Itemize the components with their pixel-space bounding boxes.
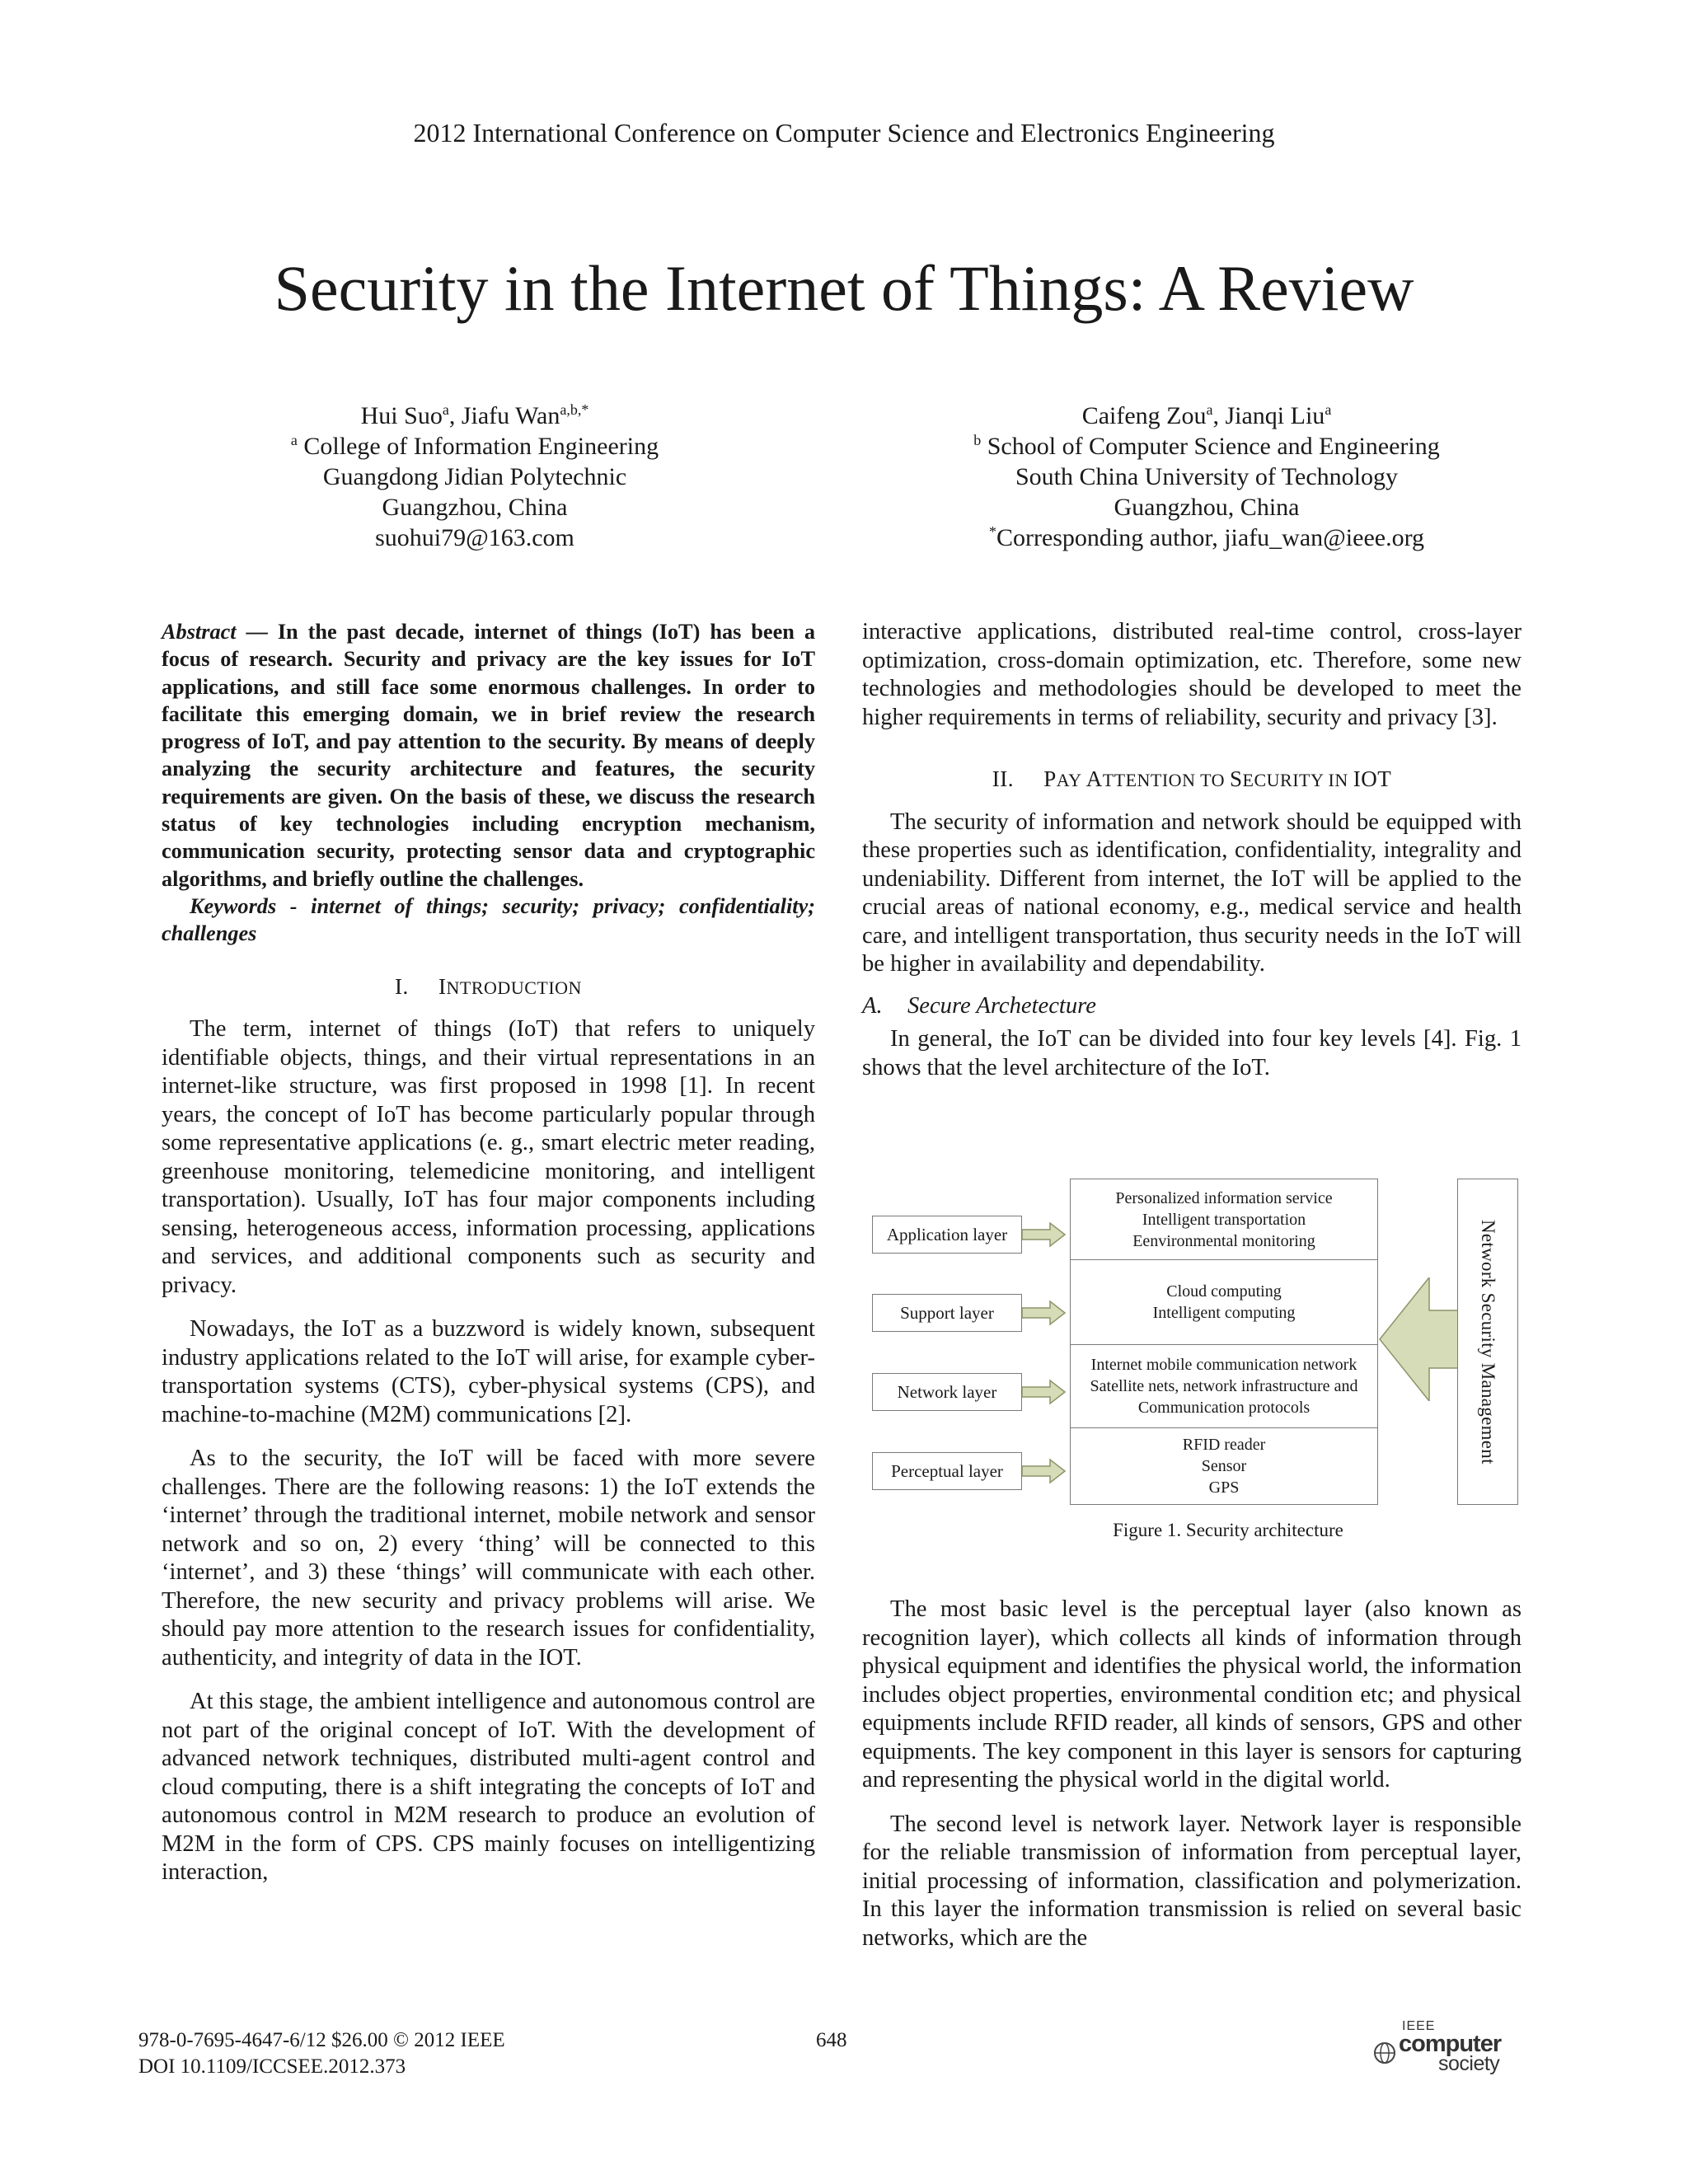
arrow-right-icon bbox=[1022, 1380, 1065, 1404]
author-names-left: Hui Suo$^a$, Jiafu Wan$^{a,b,*}$ bbox=[360, 401, 589, 429]
left-column bbox=[162, 618, 815, 1887]
paper-title: Security in the Internet of Things: A Review bbox=[274, 252, 1414, 324]
layer-label-application: Application layer bbox=[872, 1216, 1022, 1254]
arrow-right-icon bbox=[1022, 1460, 1065, 1483]
isbn-line: 978-0-7695-4647-6/12 $26.00 © 2012 IEEE bbox=[138, 2029, 505, 2051]
figure-security-architecture bbox=[865, 1179, 1525, 1541]
arrow-right-icon bbox=[1022, 1223, 1065, 1246]
author-names-right: Caifeng Zou$^a$, Jianqi Liu$^a$ bbox=[1081, 401, 1332, 429]
support-layer-content: Cloud computing Intelligent computing bbox=[1071, 1260, 1377, 1345]
subsection-heading-secure-architecture: A. Secure Archetecture bbox=[862, 992, 1096, 1019]
section-heading-introduction: I. INTRODUCTION bbox=[395, 973, 582, 999]
intro-paragraph: As to the security, the IoT will be faced with more severe challenges. There are the following reasons: 1) the IoT extends the ‘internet’ through the traditional internet, mobile network and sensor network and so on, 2) every ‘thing’ will be connected to this ‘internet’, and 3) these ‘things’ will communicate with each other. Therefore, the new security and privacy problems will arise. We should pay more attention to the research issues for confidentiality, authenticity, and integrity of data in the IOT. bbox=[162, 1446, 815, 1671]
author-block-left bbox=[162, 401, 788, 553]
location-left: Guangzhou, China bbox=[382, 494, 568, 521]
network-layer-content: Internet mobile communication network Satellite nets, network infrastructure and Communication protocols bbox=[1071, 1345, 1377, 1428]
corresponding-author: *Corresponding author, jiafu_wan@ieee.org bbox=[988, 523, 1425, 551]
right-column-top bbox=[862, 618, 1522, 1082]
conference-header: 2012 International Conference on Computer Science and Electronics Engineering bbox=[413, 118, 1275, 148]
right-column-bottom bbox=[862, 1596, 1522, 1952]
affiliation-left: $^a$ College of Information Engineering bbox=[290, 432, 659, 460]
application-layer-content: Personalized information service Intelligent transportation Eenvironmental monitoring bbox=[1071, 1179, 1377, 1260]
intro-paragraph: The term, internet of things (IoT) that refers to uniquely identifiable objects, things, and their virtual representations in an internet-like structure, was first proposed in 1998 [1]. In recent years, the concept of IoT has become particularly popular through some representative applications (e. g., smart electric meter reading, greenhouse monitoring, telemedicine monitoring, and intelligent transportation). Usually, IoT has four major components including sensing, heterogeneous access, information processing, applications and services, and additional components such as security and privacy. bbox=[162, 1016, 815, 1298]
affiliation-right: $^b$ School of Computer Science and Engineering bbox=[973, 432, 1440, 460]
intro-paragraph: At this stage, the ambient intelligence and autonomous control are not part of the original concept of IoT. With the development of advanced network techniques, distributed multi-agent control and cloud computing, there is a shift integrating the concepts of IoT and autonomous control in M2M research to produce an evolution of M2M in the form of CPS. CPS mainly focuses on intelligentizing interaction, bbox=[162, 1689, 815, 1886]
arrow-right-icon bbox=[1022, 1301, 1065, 1324]
subsection-a-paragraph: In general, the IoT can be divided into four key levels [4]. Fig. 1 shows that the level architecture of the IoT. bbox=[862, 1026, 1522, 1080]
perceptual-layer-content: RFID reader Sensor GPS bbox=[1182, 1436, 1266, 1497]
section2-paragraph: The security of information and network should be equipped with these properties such as identification, confidentiality, integrality and undeniability. Different from internet, the IoT will be applied to the crucial areas of national economy, e.g., medical service and health care, and intelligent transportation, thus security needs in the IoT will be higher in availability and dependability. bbox=[862, 808, 1522, 977]
keywords: Keywords - internet of things; security; privacy; confidentiality; challenges bbox=[162, 893, 815, 946]
footer-left bbox=[138, 2027, 505, 2080]
institution-left: Guangdong Jidian Polytechnic bbox=[322, 463, 627, 490]
author-block-right bbox=[893, 401, 1520, 553]
figure-caption: Figure 1. Security architecture bbox=[1113, 1520, 1343, 1540]
section-heading-security: II. PAY ATTENTION TO SECURITY IN IOT bbox=[992, 766, 1392, 791]
location-right: Guangzhou, China bbox=[1114, 494, 1300, 521]
intro-paragraph: Nowadays, the IoT as a buzzword is widely known, subsequent industry applications related to the IoT will arise, for example cyber-transportation systems (CTS), cyber-physical systems (CPS), and machine-to-machine (M2M) communications [2]. bbox=[162, 1316, 815, 1427]
continuation-paragraph: interactive applications, distributed real-time control, cross-layer optimization, cross-domain optimization, etc. Therefore, some new technologies and methodologies should be developed to meet the higher requirements in terms of reliability, security and privacy [3]. bbox=[862, 619, 1522, 730]
layer-label-network: Network layer bbox=[872, 1373, 1022, 1411]
network-layer-paragraph: The second level is network layer. Network layer is responsible for the reliable transmission of information from perceptual layer, initial processing of information, classification and polymerization. In this layer the information transmission is relied on several basic networks, which are the bbox=[862, 1811, 1522, 1951]
page-number: 648 bbox=[816, 2029, 847, 2051]
ieee-computer-society-logo bbox=[1372, 2019, 1521, 2077]
logo-text-ieee: IEEE bbox=[1402, 2019, 1436, 2033]
architecture-stack bbox=[1070, 1179, 1378, 1505]
logo-text-computer: computer bbox=[1399, 2031, 1502, 2057]
layer-label-support: Support layer bbox=[872, 1294, 1022, 1332]
perceptual-layer-paragraph: The most basic level is the perceptual layer (also known as recognition layer), which collects all kinds of information through physical equipment and identifies the physical world, the information includes object properties, environmental condition etc; and physical equipments include RFID reader, all kinds of sensors, GPS and other equipments. The key component in this layer is sensors for capturing and representing the physical world in the digital world. bbox=[862, 1596, 1522, 1793]
email-left: suohui79@163.com bbox=[375, 524, 574, 551]
layer-label-perceptual: Perceptual layer bbox=[872, 1452, 1022, 1490]
institution-right: South China University of Technology bbox=[1015, 463, 1398, 490]
abstract: Abstract — In the past decade, internet of things (IoT) has been a focus of research. Security and privacy are the key issues for IoT applications, and still face some enormous challenges. In order to facilitate this emerging domain, we in brief review the research progress of IoT, and pay attention to the security. By means of deeply analyzing the security architecture and features, the security requirements are given. On the basis of these, we discuss the research status of key technologies including encryption mechanism, communication security, protecting sensor data and cryptographic algorithms, and briefly outline the challenges. bbox=[162, 620, 815, 891]
logo-text-society: society bbox=[1438, 2052, 1500, 2075]
doi-line: DOI 10.1109/ICCSEE.2012.373 bbox=[138, 2055, 406, 2078]
network-security-management-box: Network Security Management bbox=[1457, 1179, 1518, 1505]
computer-society-globe-icon bbox=[1372, 2041, 1397, 2065]
